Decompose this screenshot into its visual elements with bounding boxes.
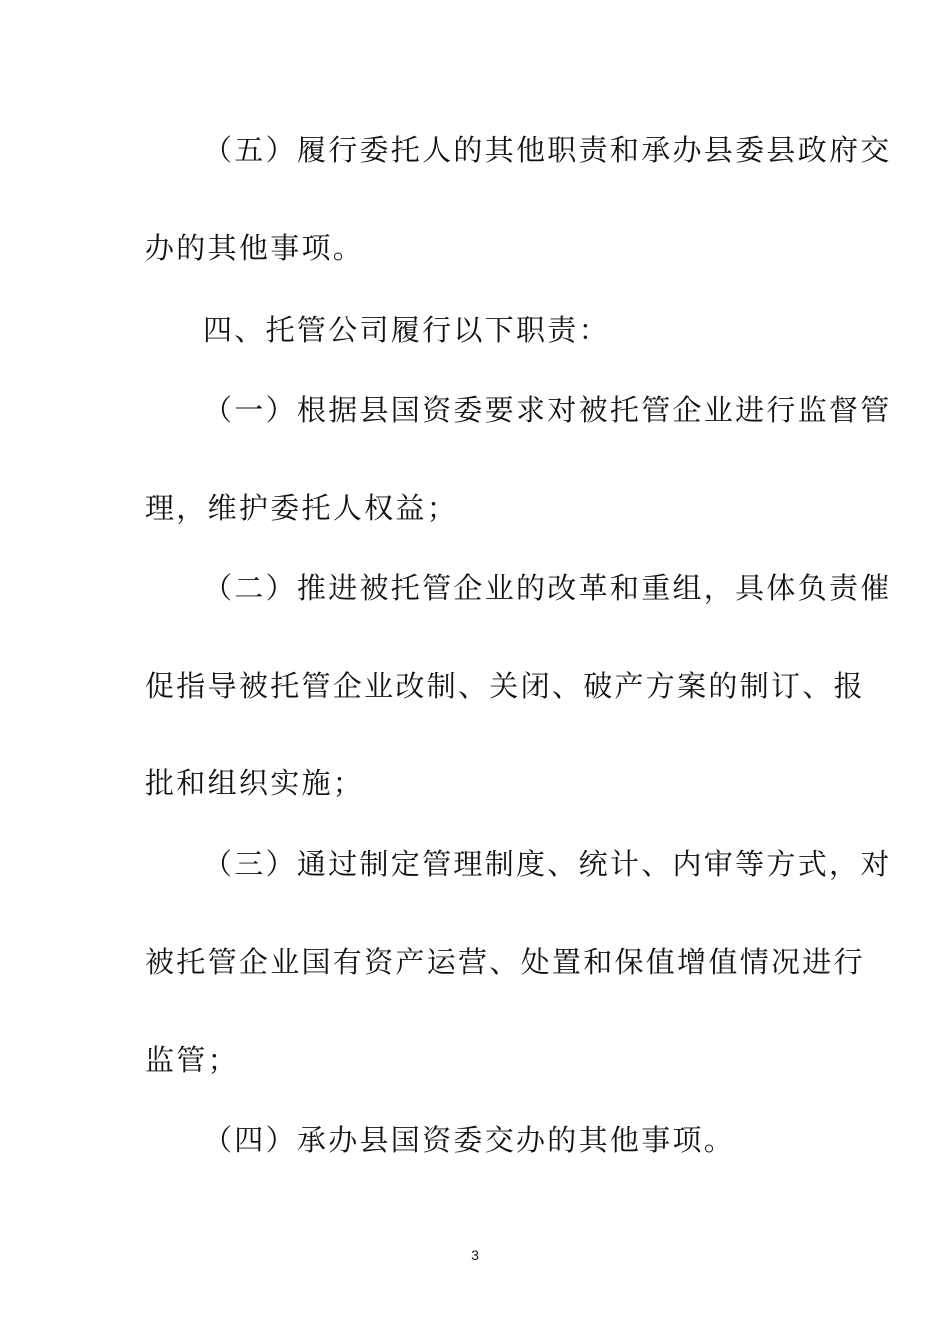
section-heading: 四、托管公司履行以下职责：: [203, 313, 610, 347]
paragraph-line: （一）根据县国资委要求对被托管企业进行监督管: [203, 393, 892, 427]
paragraph-line: 理，维护委托人权益；: [145, 491, 459, 525]
paragraph-line: （二）推进被托管企业的改革和重组，具体负责催: [203, 571, 892, 605]
page-number: 3: [471, 1247, 479, 1263]
paragraph-line: （五）履行委托人的其他职责和承办县委县政府交: [203, 133, 892, 167]
paragraph-line: 被托管企业国有资产运营、处置和保值增值情况进行: [145, 945, 865, 979]
paragraph-line: （四）承办县国资委交办的其他事项。: [203, 1123, 736, 1157]
paragraph-line: （三）通过制定管理制度、统计、内审等方式，对: [203, 847, 892, 881]
paragraph-line: 促指导被托管企业改制、关闭、破产方案的制订、报: [145, 669, 865, 703]
paragraph-line: 监管；: [145, 1043, 239, 1077]
paragraph-line: 批和组织实施；: [145, 766, 365, 800]
paragraph-line: 办的其他事项。: [145, 231, 365, 265]
